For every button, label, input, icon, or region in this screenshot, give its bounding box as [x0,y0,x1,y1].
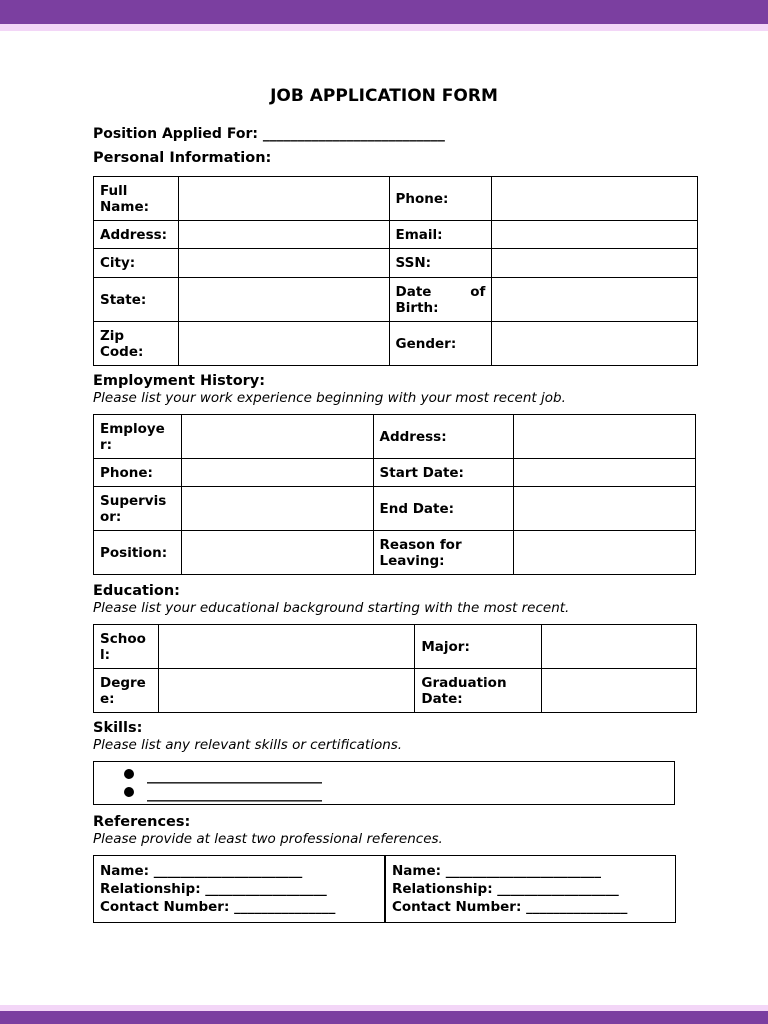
education-note: Please list your educational background starting with the most recent. [93,600,570,616]
zip-code-field[interactable] [178,322,389,366]
date-of-birth-field[interactable] [492,278,698,322]
personal-info-table [93,176,698,366]
reason-for-leaving-field[interactable] [514,531,696,575]
label-start-date: Start Date: [373,459,514,487]
personal-info-heading: Personal Information: [93,150,272,166]
employment-table [93,414,696,575]
bullet-icon [124,769,134,779]
reference-2 [385,856,676,923]
label-supervisor: Supervisor: [94,487,182,531]
label-zip-code: Zip Code: [94,322,179,366]
employment-note: Please list your work experience beginning with your most recent job. [93,390,566,406]
city-field[interactable] [178,249,389,278]
table-row [94,221,698,249]
skills-box [93,761,675,805]
list-item [124,768,322,784]
skill-entry-2[interactable]: _________________________ [147,786,322,802]
top-band [0,0,768,24]
label-date-of-birth: Date of Birth: [389,278,492,322]
label-reason-for-leaving: Reason for Leaving: [373,531,514,575]
table-row [94,415,696,459]
supervisor-field[interactable] [181,487,373,531]
full-name-field[interactable] [178,177,389,221]
employer-field[interactable] [181,415,373,459]
table-row [94,487,696,531]
references-heading: References: [93,814,191,830]
references-note: Please provide at least two professional references. [93,831,443,847]
label-employer-phone: Phone: [94,459,182,487]
bottom-band [0,1011,768,1024]
ref1-name[interactable]: Name: ______________________ [100,863,303,879]
table-row [94,669,697,713]
skills-heading: Skills: [93,720,143,736]
page-title: JOB APPLICATION FORM [270,86,498,106]
table-row [94,531,696,575]
ssn-field[interactable] [492,249,698,278]
table-row [94,322,698,366]
reference-1 [94,856,386,923]
table-row [94,856,676,923]
table-row [94,278,698,322]
bullet-icon [124,787,134,797]
label-end-date: End Date: [373,487,514,531]
start-date-field[interactable] [514,459,696,487]
position-applied-line: Position Applied For: __________________________ [93,126,445,142]
ref1-contact[interactable]: Contact Number: _______________ [100,899,336,915]
ref2-relationship[interactable]: Relationship: __________________ [392,881,619,897]
label-graduation-date: Graduation Date: [415,669,542,713]
ref2-contact[interactable]: Contact Number: _______________ [392,899,628,915]
employer-phone-field[interactable] [181,459,373,487]
education-heading: Education: [93,583,180,599]
label-full-name: Full Name: [94,177,179,221]
list-item [124,786,322,802]
label-phone: Phone: [389,177,492,221]
gender-field[interactable] [492,322,698,366]
label-state: State: [94,278,179,322]
label-school: School: [94,625,159,669]
skill-entry-1[interactable]: _________________________ [147,768,322,784]
table-row [94,459,696,487]
address-field[interactable] [178,221,389,249]
table-row [94,177,698,221]
label-major: Major: [415,625,542,669]
phone-field[interactable] [492,177,698,221]
end-date-field[interactable] [514,487,696,531]
employer-address-field[interactable] [514,415,696,459]
school-field[interactable] [158,625,414,669]
ref1-relationship[interactable]: Relationship: __________________ [100,881,327,897]
degree-field[interactable] [158,669,414,713]
label-ssn: SSN: [389,249,492,278]
ref2-name[interactable]: Name: _______________________ [392,863,601,879]
label-address: Address: [94,221,179,249]
label-position: Position: [94,531,182,575]
skills-note: Please list any relevant skills or certifications. [93,737,403,753]
major-field[interactable] [542,625,697,669]
email-field[interactable] [492,221,698,249]
label-city: City: [94,249,179,278]
label-employer-address: Address: [373,415,514,459]
top-band-light [0,24,768,31]
position-field[interactable] [181,531,373,575]
graduation-date-field[interactable] [542,669,697,713]
employment-heading: Employment History: [93,373,266,389]
label-email: Email: [389,221,492,249]
label-employer: Employer: [94,415,182,459]
education-table [93,624,697,713]
label-degree: Degree: [94,669,159,713]
table-row [94,625,697,669]
table-row [94,249,698,278]
state-field[interactable] [178,278,389,322]
label-gender: Gender: [389,322,492,366]
references-table [93,855,676,923]
